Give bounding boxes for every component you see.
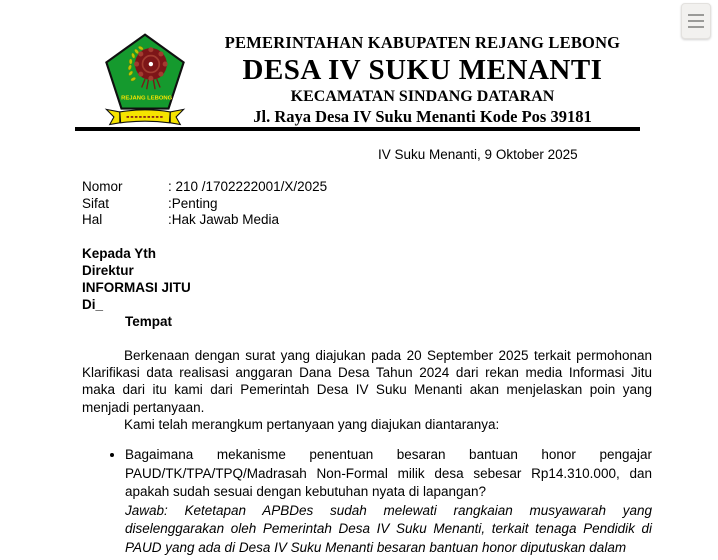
- body-paragraph-2: Kami telah merangkum pertanyaan yang diajukan diantaranya:: [124, 416, 500, 432]
- meta-row-nomor: [82, 179, 327, 196]
- meta-row-sifat: [82, 196, 327, 213]
- meta-row-hal: [82, 212, 327, 229]
- recipient-di: Di_: [82, 297, 104, 312]
- list-item: [125, 446, 652, 558]
- recipient-title: Direktur: [82, 263, 134, 278]
- crest-text: REJANG LEBONG: [121, 95, 173, 102]
- recipient-place: Tempat: [125, 314, 173, 329]
- letter-body: [82, 347, 652, 433]
- recipient-salutation: Kepada Yth: [82, 246, 157, 261]
- answer-text: Jawab: Ketetapan APBDes sudah melewati rangkaian musyawarah yang diselenggarakan oleh Pemerintah Desa IV Suku Menanti, terkait tenaga Pendidik di PAUD yang ada di Desa IV Suku Menanti besaran bantuan honor diputuskan dalam: [125, 502, 652, 555]
- meta-label-hal: Hal: [82, 212, 103, 227]
- letterhead-village-name: DESA IV SUKU MENANTI: [242, 53, 603, 86]
- letter-date-line: IV Suku Menanti, 9 Oktober 2025: [378, 147, 578, 162]
- meta-label-nomor: Nomor: [82, 179, 123, 194]
- menu-button[interactable]: [681, 3, 711, 39]
- recipient-block: [82, 245, 191, 330]
- question-text: • Bagaimana mekanisme penentuan besaran bantuan honor pengajar PAUD/TK/TPA/TPQ/Madrasah Non-Formal milik desa sebesar Rp14.310.000, dan apakah sudah sesuai dengan kebutuhan nyata di lapangan?: [125, 447, 652, 500]
- letterhead-address-line: Jl. Raya Desa IV Suku Menanti Kode Pos 39181: [253, 106, 592, 126]
- meta-value-nomor: : 210 /1702222001/X/2025: [168, 179, 328, 194]
- body-paragraph-1: Berkenaan dengan surat yang diajukan pada 20 September 2025 terkait permohonan Klarifikasi data realisasi anggaran Dana Desa Tahun 2024 dari rekan media Informasi Jitu maka dari itu kami dari Pemerintah Desa IV Suku Menanti akan menjelaskan poin yang menjadi pertanyaan.: [82, 348, 652, 415]
- meta-label-sifat: Sifat: [82, 195, 110, 211]
- question-list: [82, 446, 652, 558]
- meta-value-hal: :Hak Jawab Media: [168, 212, 280, 227]
- recipient-organization: INFORMASI JITU: [82, 280, 191, 295]
- letterhead-divider: [75, 127, 640, 131]
- meta-value-sifat: :Penting: [168, 195, 218, 211]
- letterhead: [190, 34, 655, 127]
- village-crest-logo: [103, 32, 187, 128]
- letterhead-government-line: PEMERINTAHAN KABUPATEN REJANG LEBONG: [224, 33, 621, 52]
- letterhead-district-line: KECAMATAN SINDANG DATARAN: [290, 88, 555, 106]
- letter-meta-block: [82, 179, 327, 229]
